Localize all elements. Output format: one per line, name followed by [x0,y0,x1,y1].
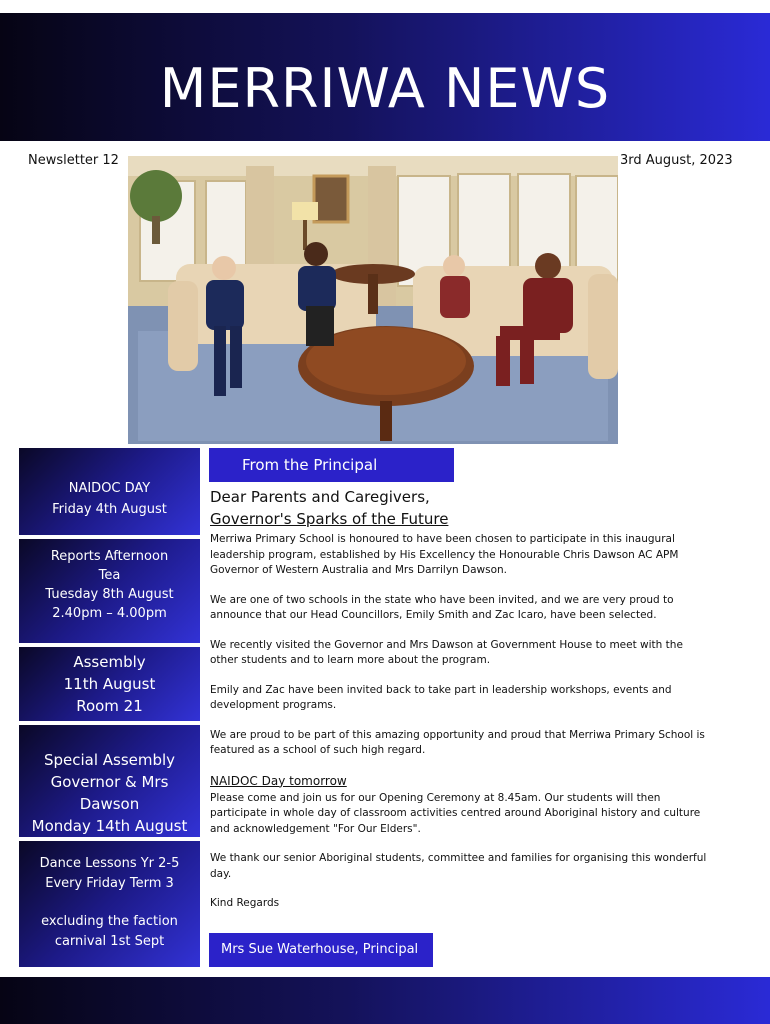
letter-heading: Governor's Sparks of the Future [210,510,449,528]
event-naidoc-day [19,448,200,535]
letter-paragraph: We are one of two schools in the state who have been invited, and we are very proud to announce that our Head Councillors, Emily Smith and Zac Icaro, have been selected. [210,593,674,621]
event-note-cont: carnival 1st Sept [54,934,165,949]
letter-paragraph: Merriwa Primary School is honoured to have been chosen to participate in this inaugural leadership program, established by His Excellency the Honourable Chris Dawson AC APM Governor of Western Australia and Mrs Darrilyn Dawson. [210,533,679,576]
letter-paragraph: We recently visited the Governor and Mrs Dawson at Government House to meet with the other students and to learn more about the program. [210,638,683,666]
letter-paragraph: We thank our senior Aboriginal students, committee and families for organising this wonderful day. [210,852,707,880]
event-date: Tuesday 8th August [45,587,174,602]
principal-letter [210,486,710,912]
newsletter-title: MERRIWA NEWS [159,57,611,120]
section-tag-principal: From the Principal [209,448,454,482]
event-reports-afternoon-tea [19,539,200,643]
event-date: Monday 14th August [31,817,188,835]
event-date: Friday 4th August [52,502,167,517]
letter-closing: Kind Regards [210,897,280,909]
event-dance-lessons [19,841,200,967]
newsletter-header [0,13,770,141]
event-title: Special Assembly [43,751,176,769]
newsletter-date: 3rd August, 2023 [620,153,733,168]
event-title-cont: Tea [98,568,121,583]
event-title: Dance Lessons Yr 2-5 [39,856,180,871]
event-special-assembly [19,725,200,837]
newsletter-number: Newsletter 12 [28,153,119,168]
naidoc-heading: NAIDOC Day tomorrow [210,773,347,788]
event-time: 2.40pm – 4.00pm [52,606,167,621]
letter-paragraph: Emily and Zac have been invited back to take part in leadership workshops, events and development programs. [210,683,672,711]
letter-paragraph: We are proud to be part of this amazing opportunity and proud that Merriwa Primary School is featured as a school of such high regard. [210,728,705,756]
event-location: Room 21 [76,697,143,715]
event-note: excluding the faction [41,914,178,929]
letter-paragraph: Please come and join us for our Opening Ceremony at 8.45am. Our students will then participate in whole day of classroom activities centred around Aboriginal history and culture and acknowledgement "For Our Elders". [210,791,701,835]
letter-greeting: Dear Parents and Caregivers, [210,488,430,506]
event-assembly [19,647,200,721]
students-photo [128,156,618,444]
event-date: Every Friday Term 3 [45,876,174,891]
event-guests: Governor & Mrs Dawson [50,773,169,813]
event-title: Assembly [73,653,146,671]
event-title: NAIDOC DAY [68,481,151,496]
event-date: 11th August [63,675,156,693]
signature-tag: Mrs Sue Waterhouse, Principal [209,933,433,967]
event-title: Reports Afternoon [50,549,169,564]
newsletter-footer [0,977,770,1024]
